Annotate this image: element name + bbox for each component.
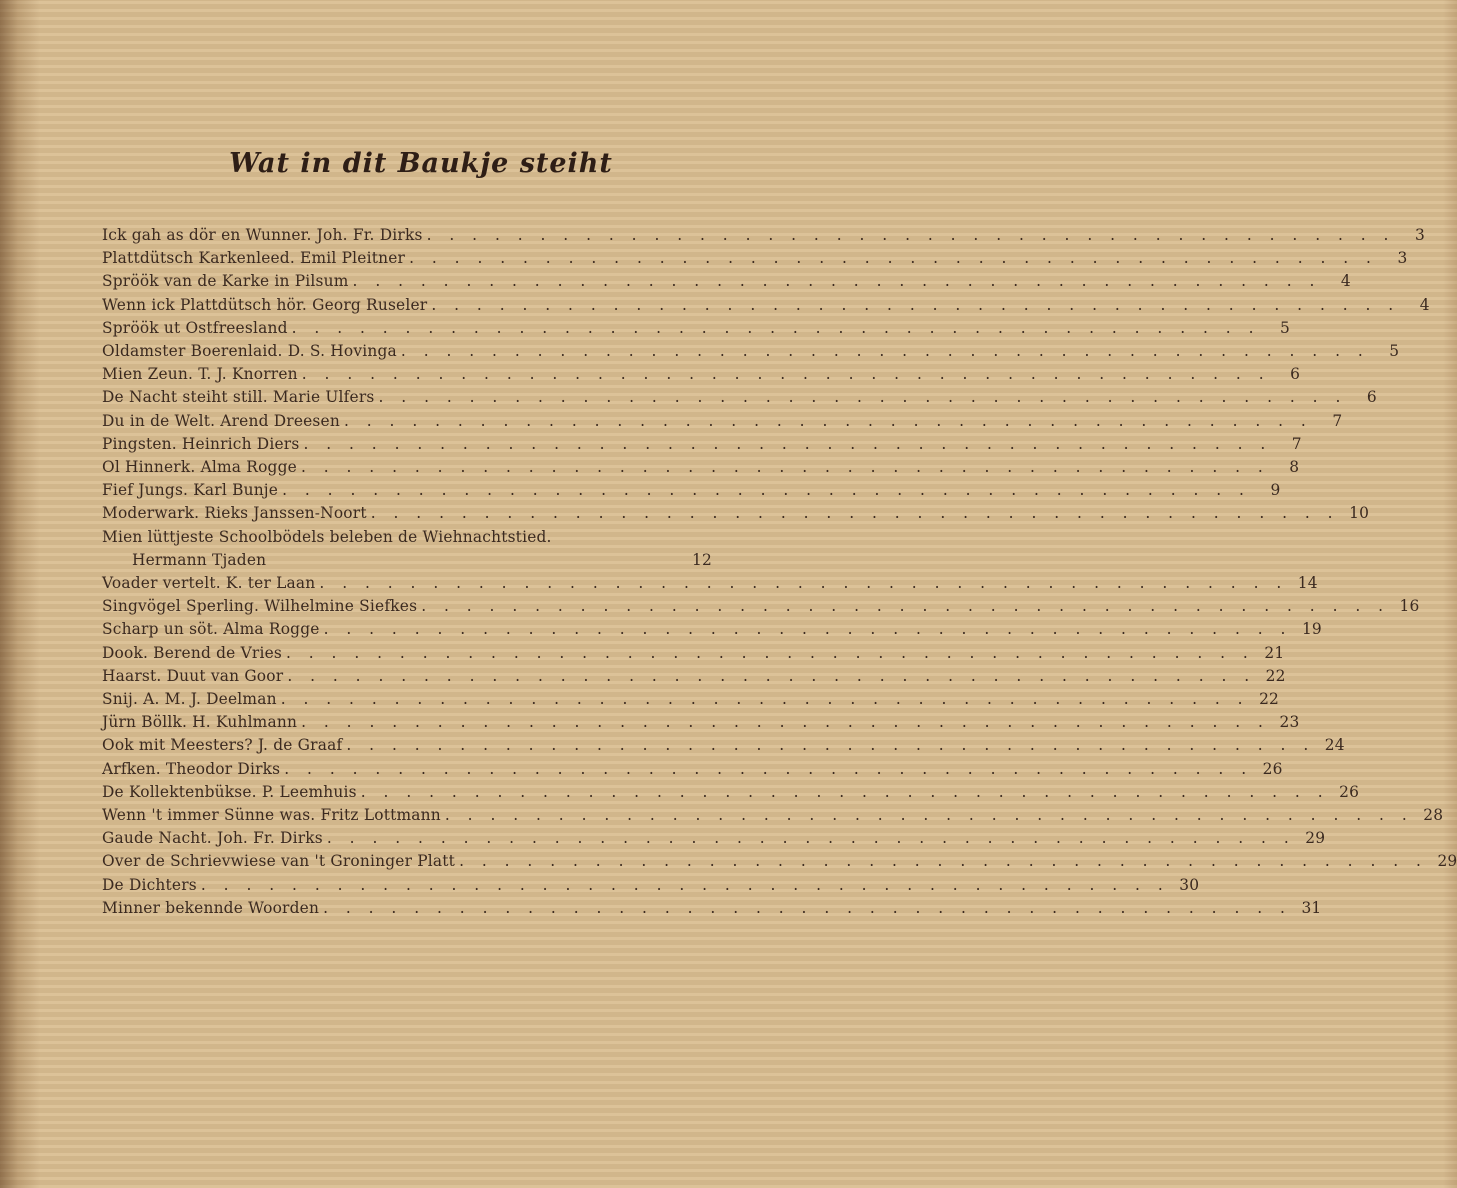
dot-leader: . . . . . . . . . . . . . . . . . . . . . . . . . . . . . . . . . . . . . . . . . . . — [378, 388, 1347, 407]
toc-entry-title: Scharp un söt. Alma Rogge — [102, 620, 320, 639]
toc-entry-title: Snij. A. M. J. Deelman — [102, 690, 277, 709]
toc-page-number: 29 — [1437, 852, 1457, 871]
toc-entry — [102, 247, 1408, 270]
dot-leader: . . . . . . . . . . . . . . . . . . . . . . . . . . . . . . . . . . . . . . . . . . . — [301, 365, 1271, 384]
toc-entry — [102, 758, 1283, 781]
toc-entry — [102, 734, 1345, 757]
toc-page-number: 23 — [1279, 713, 1300, 732]
toc-entry — [102, 804, 1444, 827]
toc-page-number: 7 — [1332, 411, 1343, 430]
dot-leader: . . . . . . . . . . . . . . . . . . . . . . . . . . . . . . . . . . . . . . . . . . . — [326, 829, 1296, 848]
toc-page-number: 26 — [1262, 759, 1283, 778]
toc-entry-line2 — [102, 549, 712, 572]
dot-leader: . . . . . . . . . . . . . . . . . . . . . . . . . . . . . . . . . . . . . . . . . . . — [287, 666, 1256, 685]
toc-entry — [102, 642, 1285, 665]
toc-entry — [102, 781, 1360, 804]
toc-entry — [102, 827, 1326, 850]
dot-leader: . . . . . . . . . . . . . . . . . . . . . . . . . . . . . . . . . . . . . . . . . . . — [459, 852, 1428, 871]
toc-entry-title: Spröök van de Karke in Pilsum — [102, 272, 349, 291]
toc-entry-title: Ick gah as dör en Wunner. Joh. Fr. Dirks — [102, 226, 423, 244]
toc-page-number: 22 — [1259, 690, 1280, 709]
dot-leader: . . . . . . . . . . . . . . . . . . . . . . . . . . . . . . . . . . . . . . . . . . . — [303, 434, 1272, 453]
dot-leader: . . . . . . . . . . . . . . . . . . . . . . . . . . . . . . . . . . . . . . . . . . . — [323, 620, 1292, 639]
dot-leader: . . . . . . . . . . . . . . . . . . . . . . . . . . . . . . . . . . . . . . . . . . . — [343, 411, 1313, 430]
toc-entry-title: Oldamster Boerenlaid. D. S. Hovinga — [102, 342, 397, 361]
toc-page-number: 29 — [1305, 829, 1326, 848]
toc-entry-title: Haarst. Duut van Goor — [102, 666, 284, 685]
toc-page-number: 14 — [1297, 574, 1318, 593]
toc-page-number: 22 — [1265, 666, 1286, 685]
toc-page-number: 12 — [692, 550, 712, 569]
toc-entry — [102, 711, 1300, 734]
toc-entry — [102, 224, 1425, 247]
toc-page-number: 10 — [1349, 504, 1370, 523]
dot-leader: . . . . . . . . . . . . . . . . . . . . . . . . . . . . . . . . . . . . . . . . . . . — [280, 690, 1250, 709]
toc-page-number: 19 — [1301, 620, 1322, 639]
toc-entry — [102, 456, 1300, 479]
dot-leader: . . . . . . . . . . . . . . . . . . . . . . . . . . . . . . . . . . . . . . . . . . . — [291, 318, 1260, 337]
toc-entry-title: Gaude Nacht. Joh. Fr. Dirks — [102, 829, 323, 848]
toc-page-number: 16 — [1399, 597, 1420, 616]
toc-entry-title: Dook. Berend de Vries — [102, 643, 282, 662]
dot-leader: . . . . . . . . . . . . . . . . . . . . . . . . . . . . . . . . . . . . . . . . . . . — [352, 272, 1321, 291]
toc-entry — [102, 688, 1280, 711]
toc-entry-title: Moderwark. Rieks Janssen-Noort — [102, 504, 367, 523]
toc-entry — [102, 874, 1200, 897]
toc-entry — [102, 897, 1322, 920]
page-title: Wat in dit Baukje steiht — [229, 148, 613, 179]
toc-page-number: 6 — [1290, 365, 1301, 384]
dot-leader: . . . . . . . . . . . . . . . . . . . . . . . . . . . . . . . . . . . . . . . . . . . — [300, 458, 1270, 477]
toc-entry-title: Wenn ick Plattdütsch hör. Georg Ruseler — [102, 295, 428, 314]
toc-page-number: 26 — [1339, 782, 1360, 801]
toc-entry — [102, 665, 1286, 688]
toc-page-number: 8 — [1289, 458, 1300, 477]
toc-page-number: 4 — [1419, 295, 1430, 314]
toc-page-number: 6 — [1366, 388, 1377, 407]
toc-entry — [102, 433, 1302, 456]
dot-leader: . . . . . . . . . . . . . . . . . . . . . . . . . . . . . . . . . . . . . . . . . . . — [282, 481, 1251, 500]
dot-leader: . . . . . . . . . . . . . . . . . . . . . . . . . . . . . . . . . . . . . . . . . . . — [400, 342, 1370, 361]
toc-entry — [102, 595, 1420, 618]
toc-page-number: 9 — [1270, 481, 1281, 500]
toc-page-number: 30 — [1179, 875, 1200, 894]
toc-entry-title: Minner bekennde Woorden — [102, 898, 320, 917]
toc-entry — [102, 386, 1377, 409]
dot-leader: . . . . . . . . . . . . . . . . . . . . . . . . . . . . . . . . . . . . . . . . . . . — [409, 249, 1378, 268]
toc-entry-title: Voader vertelt. K. ter Laan — [102, 574, 316, 593]
toc-page-number: 24 — [1324, 736, 1345, 755]
toc-entry-title: Over de Schrievwiese van 't Groninger Platt — [102, 852, 456, 871]
toc-entry — [102, 363, 1301, 386]
toc-entry — [102, 618, 1322, 641]
toc-entry-title: Jürn Böllk. H. Kuhlmann — [102, 713, 298, 732]
dot-leader: . . . . . . . . . . . . . . . . . . . . . . . . . . . . . . . . . . . . . . . . . . . — [444, 806, 1414, 825]
toc-page-number: 31 — [1301, 898, 1322, 917]
toc-entry — [102, 850, 1457, 873]
dot-leader: . . . . . . . . . . . . . . . . . . . . . . . . . . . . . . . . . . . . . . . . . . . — [284, 759, 1253, 778]
toc-entry-title: Ol Hinnerk. Alma Rogge — [102, 458, 297, 477]
dot-leader: . . . . . . . . . . . . . . . . . . . . . . . . . . . . . . . . . . . . . . . . . . . — [301, 713, 1270, 732]
toc-page-number: 21 — [1264, 643, 1285, 662]
toc-entry-title: Spröök ut Ostfreesland — [102, 318, 288, 337]
dot-leader: . . . . . . . . . . . . . . . . . . . . . . . . . . . . . . . . . . . . . . . . . . . — [421, 597, 1390, 616]
dot-leader: . . . . . . . . . . . . . . . . . . . . . . . . . . . . . . . . . . . . . . . . . . . — [319, 574, 1288, 593]
toc-entry-title: Wenn 't immer Sünne was. Fritz Lottmann — [102, 806, 441, 825]
toc-page-number: 3 — [1414, 226, 1425, 244]
toc-entry-title: Fief Jungs. Karl Bunje — [102, 481, 279, 500]
toc-entry — [102, 294, 1430, 317]
toc-page-number: 3 — [1397, 249, 1408, 268]
toc-entry-title: Plattdütsch Karkenleed. Emil Pleitner — [102, 249, 406, 268]
dot-leader: . . . . . . . . . . . . . . . . . . . . . . . . . . . . . . . . . . . . . . . . . . . — [370, 504, 1340, 523]
toc-page-number: 5 — [1389, 342, 1400, 361]
toc-entry — [102, 270, 1351, 293]
toc-entry-title: De Nacht steiht still. Marie Ulfers — [102, 388, 375, 407]
toc-entry-title-line1: Mien lüttjeste Schoolbödels beleben de Wiehnachtstied. — [102, 527, 552, 546]
toc-page-number: 7 — [1291, 434, 1302, 453]
toc-entry-title: Ook mit Meesters? J. de Graaf — [102, 736, 343, 755]
toc-entry-title: De Kollektenbükse. P. Leemhuis — [102, 782, 357, 801]
toc-entry — [102, 410, 1343, 433]
toc-page-number: 28 — [1423, 806, 1444, 825]
dot-leader: . . . . . . . . . . . . . . . . . . . . . . . . . . . . . . . . . . . . . . . . . . . — [360, 782, 1330, 801]
dot-leader: . . . . . . . . . . . . . . . . . . . . . . . . . . . . . . . . . . . . . . . . . . . — [323, 898, 1292, 917]
toc-entry-title: Mien Zeun. T. J. Knorren — [102, 365, 298, 384]
toc-entry-title: Singvögel Sperling. Wilhelmine Siefkes — [102, 597, 418, 616]
toc-entry-title: Du in de Welt. Arend Dreesen — [102, 411, 340, 430]
toc-entry — [102, 317, 1290, 340]
dot-leader: . . . . . . . . . . . . . . . . . . . . . . . . . . . . . . . . . . . . . . . . . . . — [426, 226, 1395, 244]
dot-leader: . . . . . . . . . . . . . . . . . . . . . . . . . . . . . . . . . . . . . . . . . . . — [431, 295, 1400, 314]
table-of-contents — [102, 224, 1457, 920]
toc-entry-title: De Dichters — [102, 875, 197, 894]
toc-entry — [102, 479, 1281, 502]
dot-leader: . . . . . . . . . . . . . . . . . . . . . . . . . . . . . . . . . . . . . . . . . . . — [200, 875, 1170, 894]
toc-entry — [102, 340, 1400, 363]
toc-entry-title: Pingsten. Heinrich Diers — [102, 434, 300, 453]
toc-entry-author: Hermann Tjaden — [132, 550, 267, 569]
toc-entry-title: Arfken. Theodor Dirks — [102, 759, 281, 778]
dot-leader: . . . . . . . . . . . . . . . . . . . . . . . . . . . . . . . . . . . . . . . . . . . — [285, 643, 1255, 662]
toc-page-number: 5 — [1279, 318, 1290, 337]
toc-entry-two-line — [102, 526, 712, 572]
toc-entry — [102, 572, 1318, 595]
dot-leader: . . . . . . . . . . . . . . . . . . . . . . . . . . . . . . . . . . . . . . . . . . . — [346, 736, 1315, 755]
toc-entry — [102, 502, 1370, 525]
toc-page-number: 4 — [1340, 272, 1351, 291]
